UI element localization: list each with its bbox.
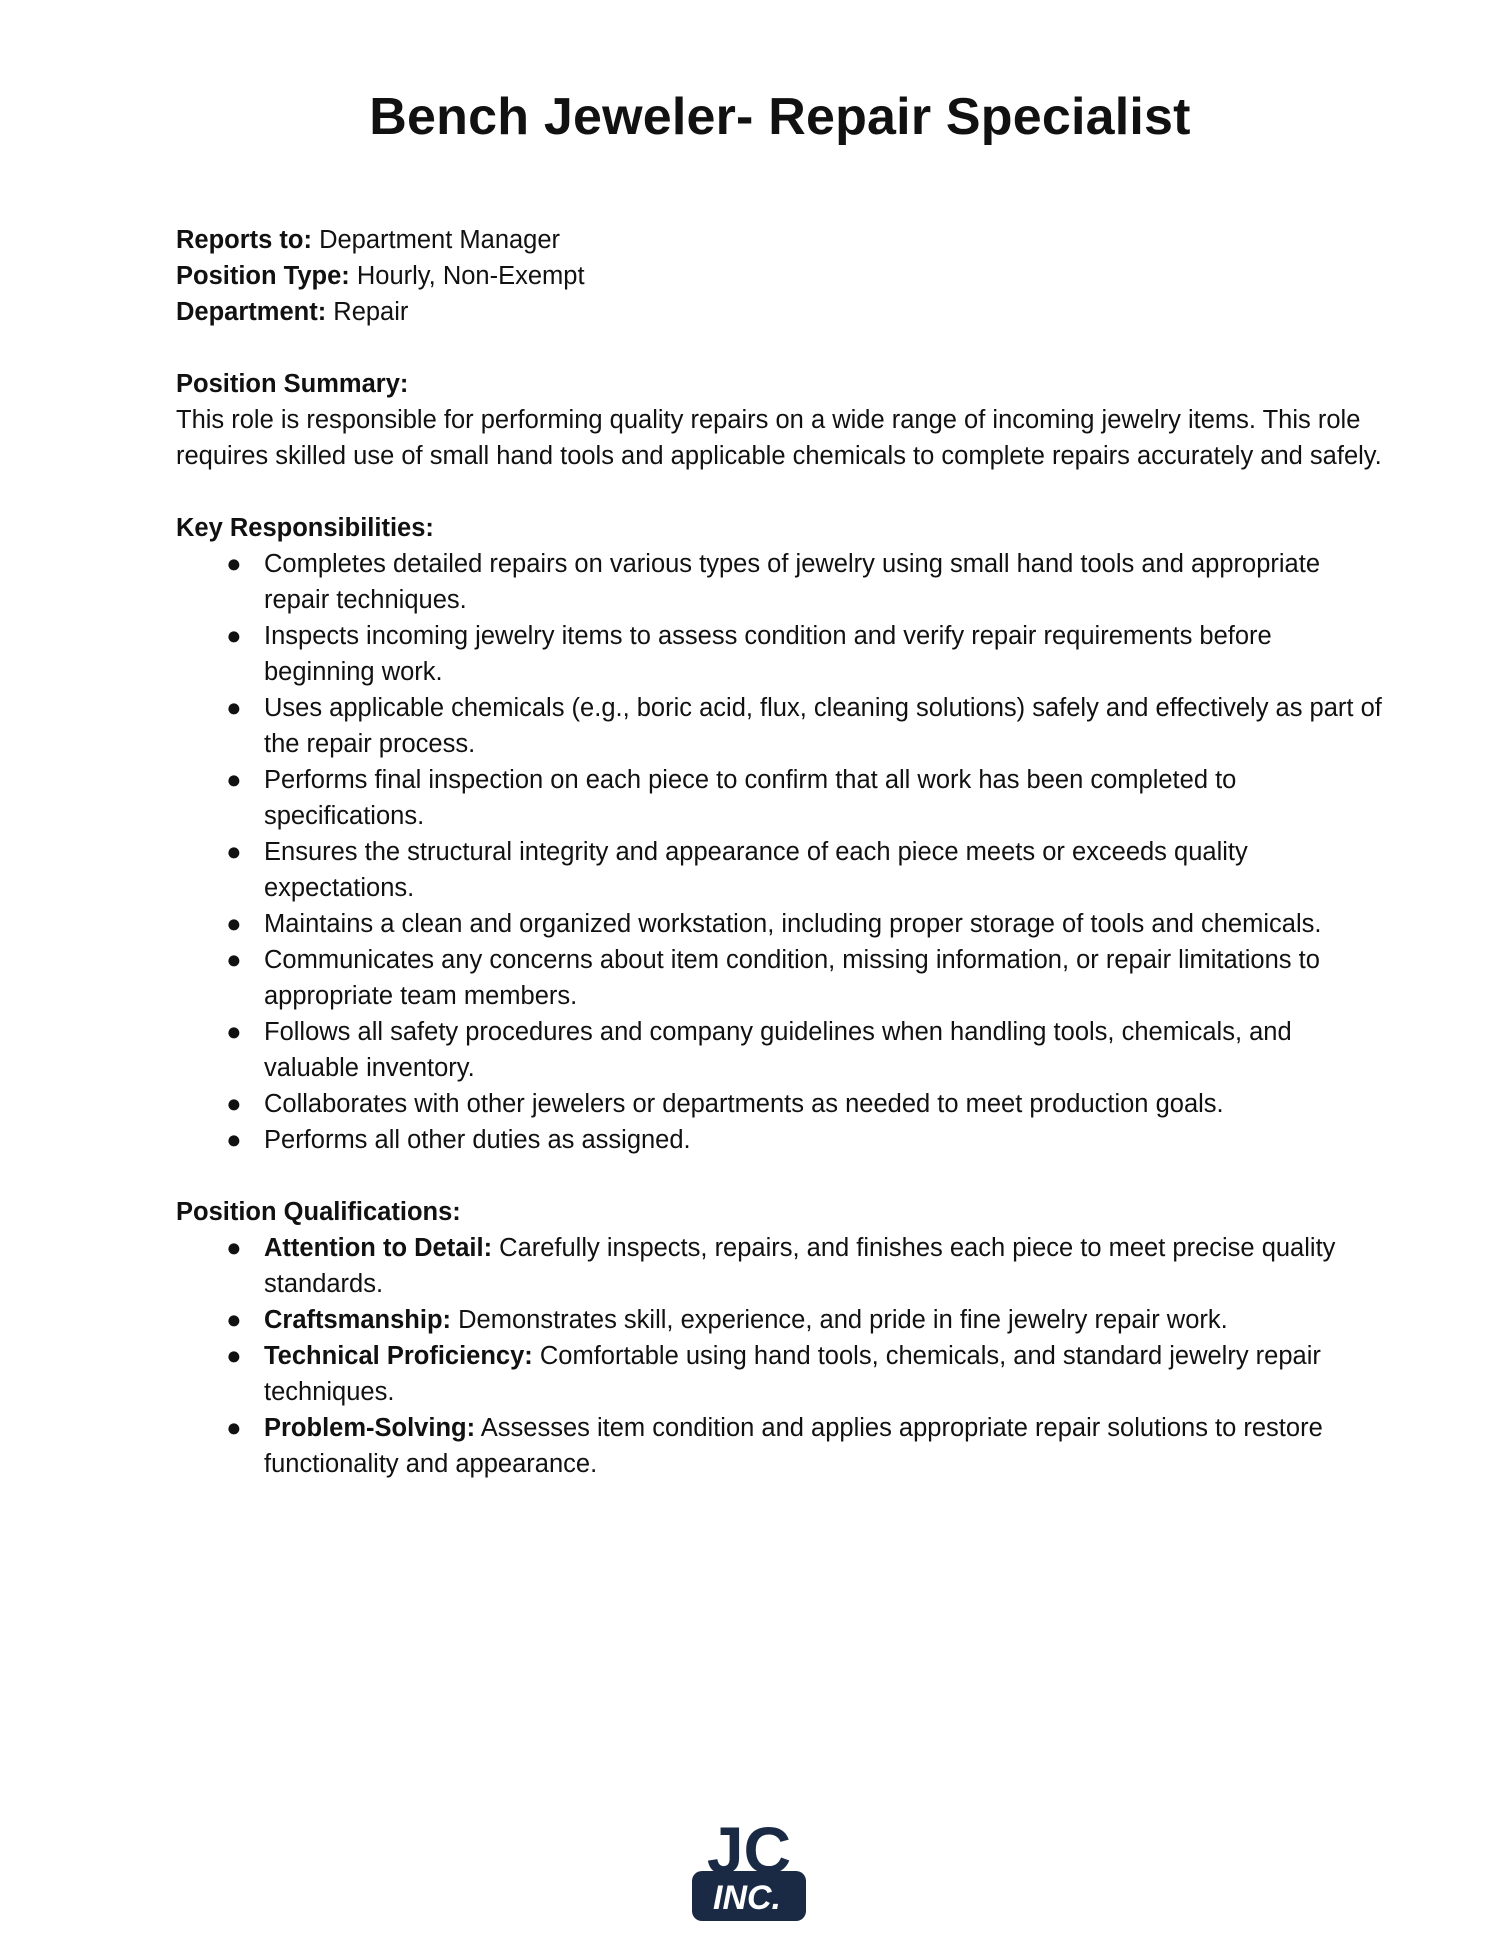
position-summary-text: This role is responsible for performing quality repairs on a wide range of incoming jewelry items. This role requires skilled use of small hand tools and applicable chemicals to complete repairs accurately and safely. — [176, 406, 1382, 470]
bullet-icon: ● — [226, 1018, 242, 1046]
bullet-icon: ● — [226, 550, 242, 578]
bullet-icon: ● — [226, 1234, 242, 1262]
position-qualifications-section — [176, 1194, 1386, 1482]
list-item — [176, 1338, 1386, 1410]
key-responsibilities-heading: Key Responsibilities: — [176, 514, 434, 542]
list-item — [176, 1302, 1386, 1338]
list-item — [176, 1410, 1386, 1482]
jc-inc-logo — [692, 1821, 806, 1923]
bullet-icon: ● — [226, 1306, 242, 1334]
document-body — [176, 222, 1386, 1482]
bullet-icon: ● — [226, 1342, 242, 1370]
list-item — [176, 762, 1386, 834]
list-item-text: Maintains a clean and organized workstation, including proper storage of tools and chemicals. — [264, 910, 1322, 938]
bullet-icon: ● — [226, 766, 242, 794]
qualification-label: Problem-Solving: — [264, 1414, 476, 1442]
meta-label: Position Type: — [176, 262, 350, 290]
list-item-text: Performs all other duties as assigned. — [264, 1126, 691, 1154]
bullet-icon: ● — [226, 1126, 242, 1154]
meta-position-type — [176, 258, 1386, 294]
responsibilities-list — [176, 546, 1386, 1158]
list-item — [176, 618, 1386, 690]
list-item-text: Inspects incoming jewelry items to assess condition and verify repair requirements before beginning work. — [264, 622, 1272, 686]
qualification-text: Carefully inspects, repairs, and finishes each piece to meet precise quality standards. — [264, 1234, 1336, 1298]
list-item — [176, 546, 1386, 618]
bullet-icon: ● — [226, 946, 242, 974]
key-responsibilities-section — [176, 510, 1386, 1158]
bullet-icon: ● — [226, 1090, 242, 1118]
qualifications-list — [176, 1230, 1386, 1482]
list-item-text: Communicates any concerns about item condition, missing information, or repair limitations to appropriate team members. — [264, 946, 1320, 1010]
list-item-text: Follows all safety procedures and company guidelines when handling tools, chemicals, and valuable inventory. — [264, 1018, 1292, 1082]
list-item-text: Completes detailed repairs on various types of jewelry using small hand tools and appropriate repair techniques. — [264, 550, 1320, 614]
qualification-label: Attention to Detail: — [264, 1234, 493, 1262]
qualification-text: Demonstrates skill, experience, and pride in fine jewelry repair work. — [451, 1306, 1228, 1334]
list-item — [176, 942, 1386, 1014]
position-summary-heading: Position Summary: — [176, 370, 409, 398]
qualification-text: Comfortable using hand tools, chemicals, and standard jewelry repair techniques. — [264, 1342, 1321, 1406]
qualification-label: Technical Proficiency: — [264, 1342, 533, 1370]
position-qualifications-heading: Position Qualifications: — [176, 1198, 461, 1226]
list-item-text: Uses applicable chemicals (e.g., boric acid, flux, cleaning solutions) safely and effectively as part of the repair process. — [264, 694, 1382, 758]
list-item — [176, 690, 1386, 762]
meta-value: Repair — [326, 298, 409, 326]
list-item — [176, 1086, 1386, 1122]
meta-label: Reports to: — [176, 226, 312, 254]
list-item-text: Collaborates with other jewelers or departments as needed to meet production goals. — [264, 1090, 1224, 1118]
meta-label: Department: — [176, 298, 327, 326]
meta-value: Hourly, Non-Exempt — [349, 262, 585, 290]
list-item — [176, 1122, 1386, 1158]
list-item-text: Ensures the structural integrity and appearance of each piece meets or exceeds quality expectations. — [264, 838, 1248, 902]
list-item — [176, 1014, 1386, 1086]
list-item — [176, 906, 1386, 942]
meta-value: Department Manager — [312, 226, 561, 254]
meta-reports-to — [176, 222, 1386, 258]
list-item-text: Performs final inspection on each piece to confirm that all work has been completed to specifications. — [264, 766, 1237, 830]
bullet-icon: ● — [226, 694, 242, 722]
bullet-icon: ● — [226, 622, 242, 650]
logo-inc-text: INC. — [713, 1879, 781, 1917]
qualification-label: Craftsmanship: — [264, 1306, 452, 1334]
list-item — [176, 834, 1386, 906]
list-item — [176, 1230, 1386, 1302]
bullet-icon: ● — [226, 1414, 242, 1442]
page-title: Bench Jeweler- Repair Specialist — [369, 88, 1191, 146]
meta-department — [176, 294, 1386, 330]
logo-jc-text: JC — [706, 1821, 792, 1887]
position-meta — [176, 222, 1386, 330]
bullet-icon: ● — [226, 838, 242, 866]
position-summary-section — [176, 366, 1386, 474]
bullet-icon: ● — [226, 910, 242, 938]
qualification-text: Assesses item condition and applies appropriate repair solutions to restore functionality and appearance. — [264, 1414, 1323, 1478]
